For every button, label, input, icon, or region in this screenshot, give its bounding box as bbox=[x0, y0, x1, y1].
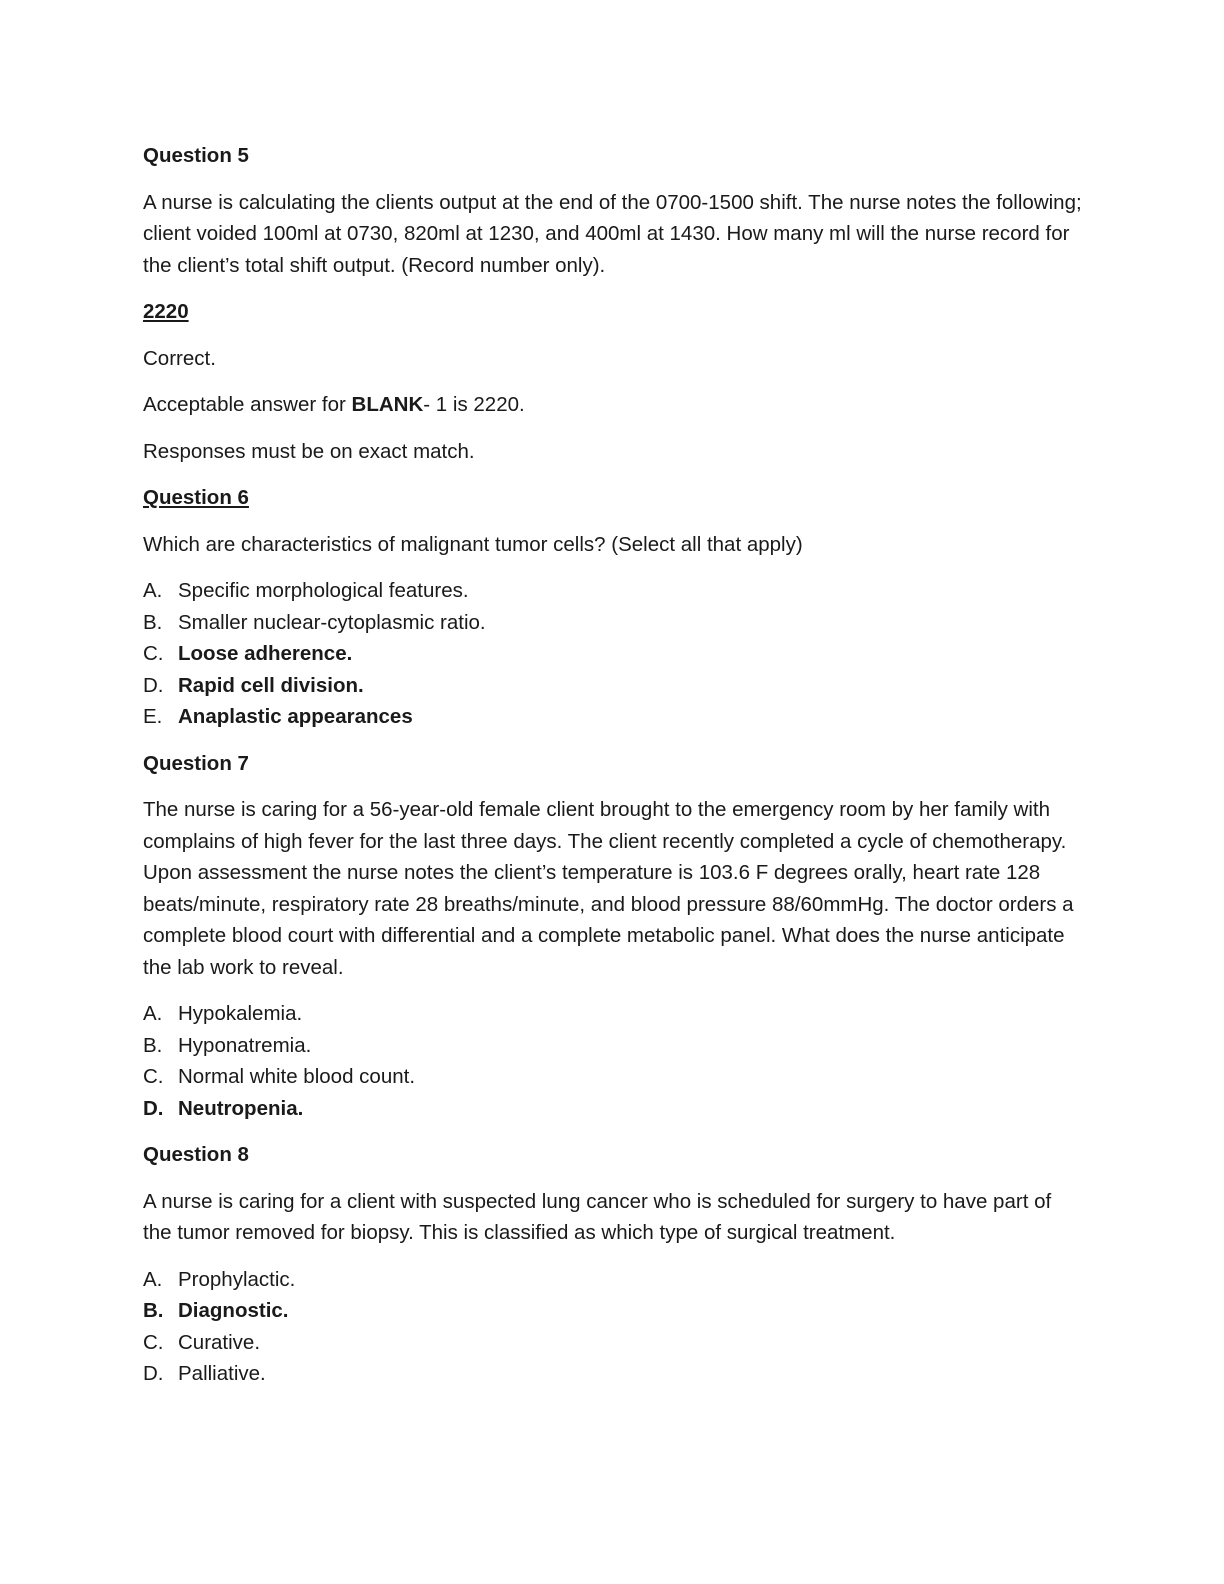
option-letter: A. bbox=[143, 579, 163, 602]
option-text: Hyponatremia. bbox=[178, 1033, 312, 1057]
option-c bbox=[143, 1327, 1083, 1359]
question-6-options bbox=[143, 575, 1083, 733]
document-page bbox=[143, 140, 1083, 1405]
option-b bbox=[143, 1295, 1083, 1327]
option-a bbox=[143, 998, 1083, 1030]
question-5-acceptable bbox=[143, 389, 1083, 421]
option-d bbox=[143, 1358, 1083, 1390]
option-text: Rapid cell division. bbox=[178, 673, 364, 697]
option-letter: B. bbox=[143, 1033, 163, 1057]
option-letter: A. bbox=[143, 1002, 163, 1025]
question-6-text: Which are characteristics of malignant tumor cells? (Select all that apply) bbox=[143, 532, 803, 556]
option-letter: B. bbox=[143, 1299, 164, 1322]
question-8-heading: Question 8 bbox=[143, 1143, 249, 1166]
option-a bbox=[143, 575, 1083, 607]
option-e bbox=[143, 701, 1083, 733]
option-text: Smaller nuclear-cytoplasmic ratio. bbox=[178, 610, 486, 634]
option-d bbox=[143, 670, 1083, 702]
option-text: Specific morphological features. bbox=[178, 579, 469, 602]
option-letter: B. bbox=[143, 610, 163, 634]
acceptable-suffix: - 1 is 2220. bbox=[423, 393, 525, 416]
acceptable-blank: BLANK bbox=[351, 393, 424, 416]
acceptable-prefix: Acceptable answer for bbox=[143, 393, 352, 416]
option-b bbox=[143, 1030, 1083, 1062]
question-5-text: A nurse is calculating the clients output at the end of the 0700-1500 shift. The nurse notes the following; client voided 100ml at 0730, 820ml at 1230, and 400ml at 1430. How many ml will the nurse record for the client’s total shift output. (Record number only). bbox=[143, 190, 1082, 277]
question-5-heading: Question 5 bbox=[143, 144, 249, 167]
option-letter: C. bbox=[143, 1065, 164, 1088]
question-5-answer: 2220 bbox=[143, 300, 189, 323]
question-7-options bbox=[143, 998, 1083, 1124]
option-letter: D. bbox=[143, 673, 164, 697]
question-7-text: The nurse is caring for a 56-year-old female client brought to the emergency room by her family with complains of high fever for the last three days. The client recently completed a cycle of chemotherapy. Upon assessment the nurse notes the client’s temperature is 103.6 F degrees orally, heart rate 128 beats/minute, respiratory rate 28 breaths/minute, and blood pressure 88/60mmHg. The doctor orders a complete blood court with differential and a complete metabolic panel. What does the nurse anticipate the lab work to reveal. bbox=[143, 798, 1074, 979]
option-text: Palliative. bbox=[178, 1362, 266, 1385]
option-letter: A. bbox=[143, 1267, 163, 1291]
option-text: Diagnostic. bbox=[178, 1299, 289, 1322]
option-a bbox=[143, 1264, 1083, 1296]
option-text: Anaplastic appearances bbox=[178, 705, 413, 728]
option-c bbox=[143, 638, 1083, 670]
option-text: Curative. bbox=[178, 1330, 261, 1354]
option-text: Hypokalemia. bbox=[178, 1002, 303, 1025]
question-6-heading: Question 6 bbox=[143, 486, 249, 509]
option-text: Loose adherence. bbox=[178, 642, 353, 665]
option-d bbox=[143, 1093, 1083, 1125]
option-letter: E. bbox=[143, 705, 163, 728]
option-c bbox=[143, 1061, 1083, 1093]
option-b bbox=[143, 607, 1083, 639]
option-letter: D. bbox=[143, 1096, 164, 1120]
question-8-text: A nurse is caring for a client with suspected lung cancer who is scheduled for surgery to have part of the tumor removed for biopsy. This is classified as which type of surgical treatment. bbox=[143, 1189, 1052, 1244]
question-8-options bbox=[143, 1264, 1083, 1390]
option-letter: C. bbox=[143, 1330, 164, 1354]
option-text: Prophylactic. bbox=[178, 1267, 296, 1291]
option-letter: C. bbox=[143, 642, 164, 665]
option-text: Normal white blood count. bbox=[178, 1065, 416, 1088]
question-5-feedback: Correct. bbox=[143, 346, 216, 370]
question-5-note: Responses must be on exact match. bbox=[143, 439, 475, 463]
question-7-heading: Question 7 bbox=[143, 751, 249, 775]
option-text: Neutropenia. bbox=[178, 1096, 304, 1120]
option-letter: D. bbox=[143, 1362, 164, 1385]
